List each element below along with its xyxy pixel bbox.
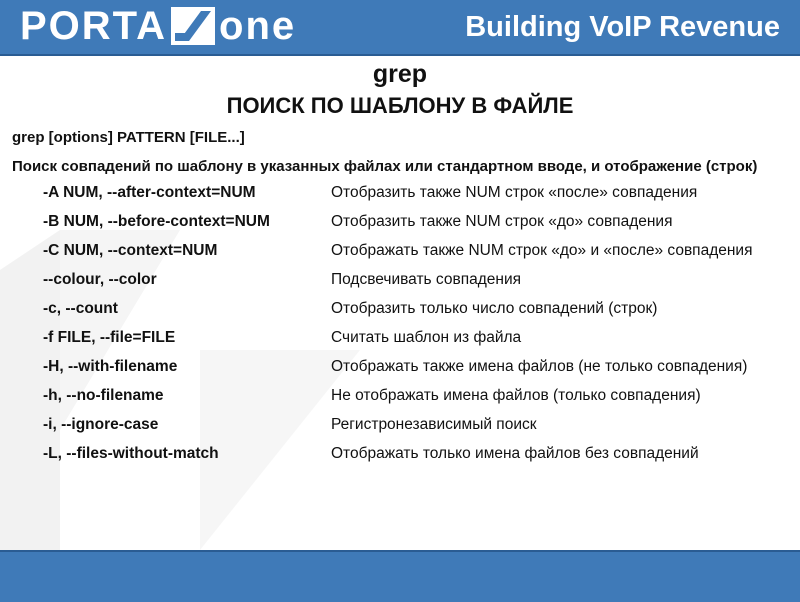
option-description: Считать шаблон из файла — [331, 329, 522, 346]
option-description: Отображать также имена файлов (не только совпадения) — [331, 358, 748, 375]
tagline: Building VoIP Revenue — [465, 11, 780, 43]
option-description: Отобразить также NUM строк «до» совпадения — [331, 213, 673, 230]
slide-content — [0, 56, 800, 550]
portaone-logo — [20, 6, 296, 46]
option-row — [43, 241, 800, 261]
option-name: -L, --files-without-match — [43, 445, 219, 462]
option-description: Отобразить только число совпадений (строк) — [331, 300, 658, 317]
option-row — [43, 357, 800, 377]
footer-bar — [0, 550, 800, 602]
option-description: Отображать также NUM строк «до» и «после» совпадения — [331, 242, 753, 259]
logo-text-left: PORTA — [20, 4, 168, 48]
option-name: -H, --with-filename — [43, 358, 178, 375]
option-name: -c, --count — [43, 300, 118, 317]
options-list — [43, 183, 800, 464]
option-description: Подсвечивать совпадения — [331, 271, 522, 288]
option-row — [43, 299, 800, 319]
option-description: Отображать только имена файлов без совпадений — [331, 445, 699, 462]
option-row — [43, 183, 800, 203]
option-description: Отобразить также NUM строк «после» совпадения — [331, 184, 698, 201]
option-name: -f FILE, --file=FILE — [43, 329, 176, 346]
header-bar — [0, 0, 800, 56]
option-row — [43, 270, 800, 290]
option-name: -A NUM, --after-context=NUM — [43, 184, 256, 201]
option-name: -h, --no-filename — [43, 387, 164, 404]
option-row — [43, 328, 800, 348]
slide-title: grep — [372, 60, 428, 88]
command-syntax: grep [options] PATTERN [FILE...] — [12, 129, 245, 146]
option-name: -B NUM, --before-context=NUM — [43, 213, 270, 230]
logo-text-right: one — [219, 4, 297, 48]
option-row — [43, 212, 800, 232]
option-name: -i, --ignore-case — [43, 416, 159, 433]
option-description: Регистронезависимый поиск — [331, 416, 537, 433]
option-row — [43, 386, 800, 406]
command-description: Поиск совпадений по шаблону в указанных файлах или стандартном вводе, и отображение (строк) — [12, 158, 758, 175]
option-description: Не отображать имена файлов (только совпадения) — [331, 387, 701, 404]
option-row — [43, 415, 800, 435]
logo-mark-icon — [171, 7, 215, 45]
option-name: --colour, --color — [43, 271, 157, 288]
option-row — [43, 444, 800, 464]
slide-subtitle: ПОИСК ПО ШАБЛОНУ В ФАЙЛЕ — [226, 93, 574, 118]
option-name: -C NUM, --context=NUM — [43, 242, 218, 259]
